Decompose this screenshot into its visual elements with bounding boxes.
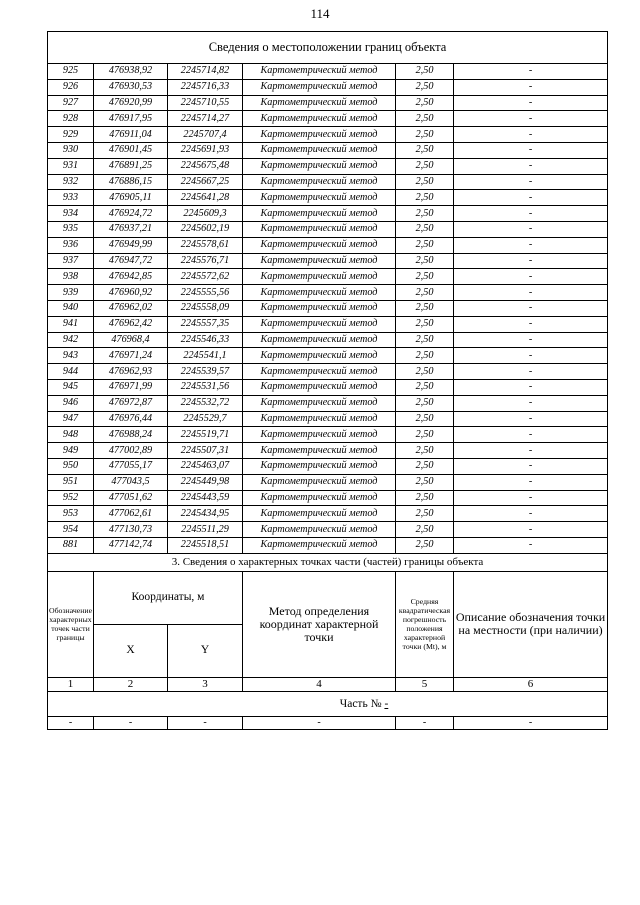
cell-x: 476988,24 — [94, 427, 168, 443]
cell-x: 476949,99 — [94, 237, 168, 253]
cell-method: Картометрический метод — [243, 364, 396, 380]
cell-description: - — [454, 221, 608, 237]
column-numbers-row — [48, 677, 608, 691]
table-row — [48, 364, 608, 380]
cell-x: 477043,5 — [94, 474, 168, 490]
cell-y: 2245641,28 — [168, 190, 243, 206]
cell-point: 946 — [48, 395, 94, 411]
cell-method: Картометрический метод — [243, 142, 396, 158]
cell-description: - — [454, 537, 608, 553]
cell-x: 476962,42 — [94, 316, 168, 332]
cell-accuracy: 2,50 — [396, 490, 454, 506]
table-row — [48, 522, 608, 538]
cell-point: 947 — [48, 411, 94, 427]
cell-x: 477002,89 — [94, 443, 168, 459]
cell-method: Картометрический метод — [243, 537, 396, 553]
table-row — [48, 348, 608, 364]
cell-point: 929 — [48, 127, 94, 143]
cell-point: 950 — [48, 458, 94, 474]
cell-y: 2245609,3 — [168, 206, 243, 222]
cell-description: - — [454, 395, 608, 411]
cell-description: - — [454, 142, 608, 158]
cell-x: 476938,92 — [94, 64, 168, 80]
cell-accuracy: 2,50 — [396, 111, 454, 127]
cell-accuracy: 2,50 — [396, 64, 454, 80]
cell-accuracy: 2,50 — [396, 158, 454, 174]
col-accuracy-header: Средняя квадратическая погрешность положения характерной точки (Mt), м — [396, 571, 454, 677]
section3-header-row — [48, 571, 608, 624]
part-number: - — [384, 697, 389, 710]
cell-y: 2245532,72 — [168, 395, 243, 411]
cell-point: 933 — [48, 190, 94, 206]
cell-x: 476968,4 — [94, 332, 168, 348]
cell-point: 925 — [48, 64, 94, 80]
table-row — [48, 316, 608, 332]
cell-method: Картометрический метод — [243, 458, 396, 474]
cell-accuracy: 2,50 — [396, 379, 454, 395]
cell-x: 476937,21 — [94, 221, 168, 237]
cell-method: Картометрический метод — [243, 379, 396, 395]
cell-method: Картометрический метод — [243, 64, 396, 80]
cell-y: - — [168, 716, 243, 729]
cell-point: 942 — [48, 332, 94, 348]
cell-method: Картометрический метод — [243, 127, 396, 143]
cell-description: - — [454, 174, 608, 190]
page-number: 114 — [310, 6, 330, 21]
cell-point: 938 — [48, 269, 94, 285]
cell-x: 476962,02 — [94, 300, 168, 316]
part-label-text: Часть № — [339, 697, 382, 710]
cell-y: 2245691,93 — [168, 142, 243, 158]
table-row — [48, 300, 608, 316]
cell-y: 2245602,19 — [168, 221, 243, 237]
cell-method: Картометрический метод — [243, 174, 396, 190]
cell-accuracy: 2,50 — [396, 316, 454, 332]
cell-x: 476920,99 — [94, 95, 168, 111]
cell-y: 2245714,82 — [168, 64, 243, 80]
cell-method: Картометрический метод — [243, 253, 396, 269]
cell-y: 2245519,71 — [168, 427, 243, 443]
cell-x: 476962,93 — [94, 364, 168, 380]
cell-accuracy: 2,50 — [396, 300, 454, 316]
cell-point: 951 — [48, 474, 94, 490]
table-row — [48, 458, 608, 474]
cell-description: - — [454, 522, 608, 538]
cell-y: 2245531,56 — [168, 379, 243, 395]
cell-description: - — [454, 127, 608, 143]
cell-method: - — [243, 716, 396, 729]
cell-description: - — [454, 64, 608, 80]
cell-x: 476976,44 — [94, 411, 168, 427]
cell-method: Картометрический метод — [243, 111, 396, 127]
table-row — [48, 206, 608, 222]
cell-accuracy: 2,50 — [396, 458, 454, 474]
cell-description: - — [454, 458, 608, 474]
cell-x: 476930,53 — [94, 79, 168, 95]
cell-y: 2245434,95 — [168, 506, 243, 522]
table-row — [48, 332, 608, 348]
column-number: 1 — [48, 677, 94, 691]
section-title-row — [48, 32, 608, 64]
cell-method: Картометрический метод — [243, 285, 396, 301]
table-row — [48, 379, 608, 395]
cell-description: - — [454, 716, 608, 729]
cell-method: Картометрический метод — [243, 522, 396, 538]
table-row — [48, 427, 608, 443]
cell-method: Картометрический метод — [243, 221, 396, 237]
table-row — [48, 506, 608, 522]
cell-point: 931 — [48, 158, 94, 174]
cell-x: 476911,04 — [94, 127, 168, 143]
cell-accuracy: 2,50 — [396, 285, 454, 301]
cell-accuracy: 2,50 — [396, 127, 454, 143]
cell-method: Картометрический метод — [243, 190, 396, 206]
cell-y: 2245555,56 — [168, 285, 243, 301]
cell-accuracy: 2,50 — [396, 190, 454, 206]
cell-description: - — [454, 111, 608, 127]
column-number: 2 — [94, 677, 168, 691]
cell-method: Картометрический метод — [243, 411, 396, 427]
cell-x: 476905,11 — [94, 190, 168, 206]
cell-point: 926 — [48, 79, 94, 95]
table-row — [48, 237, 608, 253]
table-row — [48, 142, 608, 158]
cell-description: - — [454, 364, 608, 380]
table-row — [48, 174, 608, 190]
table-row — [48, 127, 608, 143]
cell-point: 954 — [48, 522, 94, 538]
cell-point: 943 — [48, 348, 94, 364]
cell-y: 2245710,55 — [168, 95, 243, 111]
cell-y: 2245539,57 — [168, 364, 243, 380]
cell-method: Картометрический метод — [243, 443, 396, 459]
cell-description: - — [454, 332, 608, 348]
cell-y: 2245443,59 — [168, 490, 243, 506]
cell-method: Картометрический метод — [243, 490, 396, 506]
cell-point: 952 — [48, 490, 94, 506]
table-row — [48, 490, 608, 506]
col-x-header: X — [94, 624, 168, 677]
col-method-header: Метод определения координат характерной точки — [243, 571, 396, 677]
cell-point: 936 — [48, 237, 94, 253]
cell-method: Картометрический метод — [243, 395, 396, 411]
cell-x: 476942,85 — [94, 269, 168, 285]
table-row — [48, 537, 608, 553]
cell-accuracy: 2,50 — [396, 174, 454, 190]
cell-accuracy: 2,50 — [396, 206, 454, 222]
cell-point: 944 — [48, 364, 94, 380]
cell-point: 940 — [48, 300, 94, 316]
cell-x: 476891,25 — [94, 158, 168, 174]
cell-accuracy: - — [396, 716, 454, 729]
cell-description: - — [454, 474, 608, 490]
cell-description: - — [454, 190, 608, 206]
cell-method: Картометрический метод — [243, 237, 396, 253]
cell-y: 2245541,1 — [168, 348, 243, 364]
cell-x: 476924,72 — [94, 206, 168, 222]
table-row — [48, 158, 608, 174]
cell-accuracy: 2,50 — [396, 411, 454, 427]
column-number: 3 — [168, 677, 243, 691]
table-row — [48, 64, 608, 80]
cell-point: 941 — [48, 316, 94, 332]
section-title: Сведения о местоположении границ объекта — [48, 32, 608, 64]
cell-accuracy: 2,50 — [396, 237, 454, 253]
cell-point: 881 — [48, 537, 94, 553]
cell-accuracy: 2,50 — [396, 395, 454, 411]
cell-method: Картометрический метод — [243, 269, 396, 285]
cell-x: 476917,95 — [94, 111, 168, 127]
cell-y: 2245463,07 — [168, 458, 243, 474]
cell-method: Картометрический метод — [243, 79, 396, 95]
cell-y: 2245714,27 — [168, 111, 243, 127]
cell-y: 2245707,4 — [168, 127, 243, 143]
cell-point: 937 — [48, 253, 94, 269]
cell-description: - — [454, 506, 608, 522]
col-description-header: Описание обозначения точки на местности (при наличии) — [454, 571, 608, 677]
cell-x: 477051,62 — [94, 490, 168, 506]
cell-y: 2245578,61 — [168, 237, 243, 253]
cell-y: 2245667,25 — [168, 174, 243, 190]
cell-accuracy: 2,50 — [396, 332, 454, 348]
cell-description: - — [454, 206, 608, 222]
cell-method: Картометрический метод — [243, 206, 396, 222]
cell-x: 476971,99 — [94, 379, 168, 395]
cell-x: 476886,15 — [94, 174, 168, 190]
cell-x: 477142,74 — [94, 537, 168, 553]
cell-method: Картометрический метод — [243, 300, 396, 316]
table-row — [48, 190, 608, 206]
cell-description: - — [454, 443, 608, 459]
cell-method: Картометрический метод — [243, 316, 396, 332]
cell-accuracy: 2,50 — [396, 537, 454, 553]
cell-description: - — [454, 269, 608, 285]
col-coords-header: Координаты, м — [94, 571, 243, 624]
cell-x: - — [94, 716, 168, 729]
cell-point: 932 — [48, 174, 94, 190]
cell-y: 2245558,09 — [168, 300, 243, 316]
boundary-table — [47, 31, 608, 730]
cell-method: Картометрический метод — [243, 348, 396, 364]
cell-y: 2245576,71 — [168, 253, 243, 269]
table-row — [48, 474, 608, 490]
table-row — [48, 253, 608, 269]
cell-y: 2245449,98 — [168, 474, 243, 490]
cell-point: 953 — [48, 506, 94, 522]
cell-y: 2245716,33 — [168, 79, 243, 95]
column-number: 4 — [243, 677, 396, 691]
cell-accuracy: 2,50 — [396, 253, 454, 269]
cell-point: 939 — [48, 285, 94, 301]
cell-x: 476901,45 — [94, 142, 168, 158]
cell-accuracy: 2,50 — [396, 221, 454, 237]
section3-title-row — [48, 553, 608, 571]
cell-description: - — [454, 490, 608, 506]
column-number: 5 — [396, 677, 454, 691]
part-label — [48, 691, 608, 716]
cell-accuracy: 2,50 — [396, 142, 454, 158]
cell-description: - — [454, 379, 608, 395]
table-row — [48, 395, 608, 411]
table-row — [48, 111, 608, 127]
cell-description: - — [454, 316, 608, 332]
cell-method: Картометрический метод — [243, 158, 396, 174]
cell-point: 934 — [48, 206, 94, 222]
cell-y: 2245511,29 — [168, 522, 243, 538]
cell-y: 2245557,35 — [168, 316, 243, 332]
cell-method: Картометрический метод — [243, 95, 396, 111]
cell-y: 2245675,48 — [168, 158, 243, 174]
cell-y: 2245507,31 — [168, 443, 243, 459]
column-number: 6 — [454, 677, 608, 691]
cell-method: Картометрический метод — [243, 427, 396, 443]
cell-y: 2245546,33 — [168, 332, 243, 348]
cell-description: - — [454, 95, 608, 111]
cell-method: Картометрический метод — [243, 506, 396, 522]
cell-accuracy: 2,50 — [396, 269, 454, 285]
cell-point: 949 — [48, 443, 94, 459]
cell-description: - — [454, 79, 608, 95]
cell-accuracy: 2,50 — [396, 348, 454, 364]
cell-point: - — [48, 716, 94, 729]
cell-x: 476947,72 — [94, 253, 168, 269]
cell-accuracy: 2,50 — [396, 427, 454, 443]
col-point-header: Обозначение характерных точек части границы — [48, 571, 94, 677]
table-row — [48, 411, 608, 427]
cell-accuracy: 2,50 — [396, 79, 454, 95]
cell-description: - — [454, 237, 608, 253]
cell-accuracy: 2,50 — [396, 443, 454, 459]
table-row — [48, 269, 608, 285]
cell-point: 948 — [48, 427, 94, 443]
cell-description: - — [454, 348, 608, 364]
table-row — [48, 79, 608, 95]
section3-title: 3. Сведения о характерных точках части (частей) границы объекта — [48, 553, 608, 571]
cell-x: 476960,92 — [94, 285, 168, 301]
table-row — [48, 95, 608, 111]
cell-description: - — [454, 427, 608, 443]
cell-accuracy: 2,50 — [396, 522, 454, 538]
cell-description: - — [454, 285, 608, 301]
cell-x: 476972,87 — [94, 395, 168, 411]
cell-method: Картометрический метод — [243, 474, 396, 490]
cell-method: Картометрический метод — [243, 332, 396, 348]
cell-point: 927 — [48, 95, 94, 111]
cell-y: 2245572,62 — [168, 269, 243, 285]
cell-description: - — [454, 411, 608, 427]
cell-accuracy: 2,50 — [396, 506, 454, 522]
cell-x: 476971,24 — [94, 348, 168, 364]
col-y-header: Y — [168, 624, 243, 677]
cell-point: 945 — [48, 379, 94, 395]
cell-accuracy: 2,50 — [396, 474, 454, 490]
table-row — [48, 443, 608, 459]
cell-x: 477062,61 — [94, 506, 168, 522]
cell-x: 477055,17 — [94, 458, 168, 474]
part-row — [48, 691, 608, 716]
table-row — [48, 285, 608, 301]
cell-description: - — [454, 300, 608, 316]
cell-x: 477130,73 — [94, 522, 168, 538]
table-row — [48, 221, 608, 237]
empty-data-row — [48, 716, 608, 729]
cell-accuracy: 2,50 — [396, 364, 454, 380]
cell-point: 935 — [48, 221, 94, 237]
cell-y: 2245518,51 — [168, 537, 243, 553]
cell-point: 930 — [48, 142, 94, 158]
cell-y: 2245529,7 — [168, 411, 243, 427]
cell-point: 928 — [48, 111, 94, 127]
cell-accuracy: 2,50 — [396, 95, 454, 111]
cell-description: - — [454, 158, 608, 174]
cell-description: - — [454, 253, 608, 269]
